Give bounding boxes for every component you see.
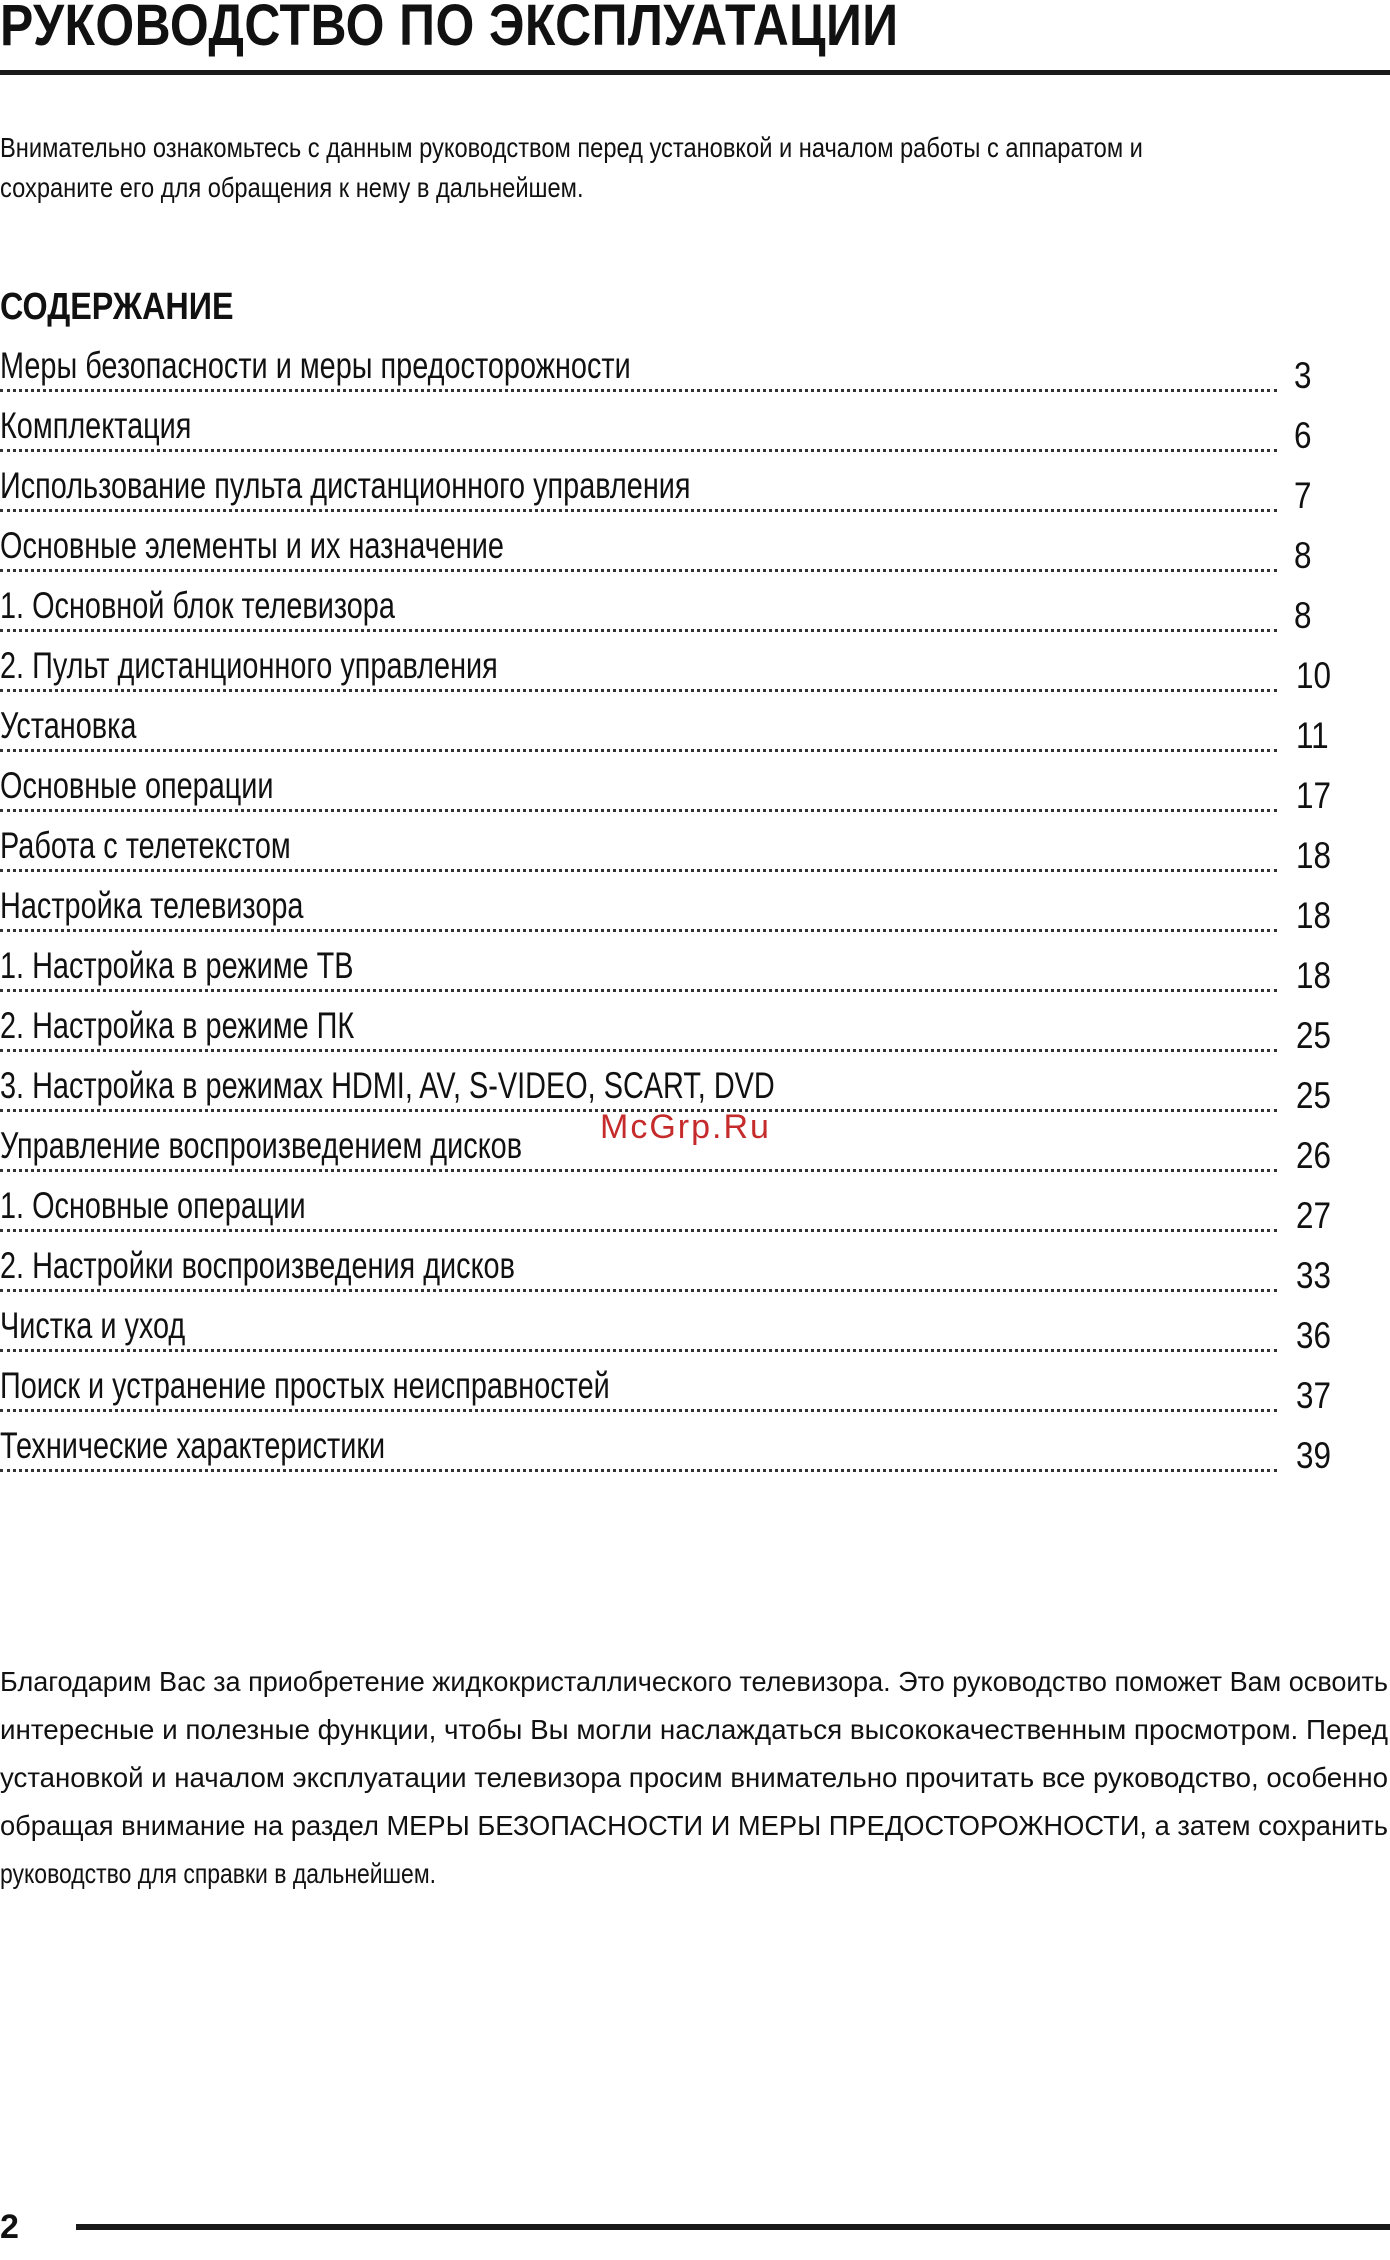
toc-dot-leader	[0, 1049, 1277, 1052]
toc-dot-leader	[0, 449, 1277, 452]
toc-entry[interactable]	[0, 1181, 1340, 1241]
toc-entry-label: Меры безопасности и меры предосторожности	[0, 345, 635, 387]
toc-dot-leader	[0, 989, 1277, 992]
toc-entry-page: 39	[1296, 1435, 1331, 1476]
outro-line: руководство для справки в дальнейшем.	[0, 1858, 436, 1889]
intro-paragraph	[0, 128, 1390, 208]
toc-entry[interactable]	[0, 521, 1340, 581]
toc-entry-label: 3. Настройка в режимах HDMI, AV, S-VIDEO, SCART, DVD	[0, 1065, 779, 1107]
toc-entry-label: Настройка телевизора	[0, 885, 308, 927]
toc-entry-label: 2. Настройки воспроизведения дисков	[0, 1245, 520, 1287]
toc-dot-leader	[0, 1169, 1277, 1172]
toc-entry-page: 18	[1296, 955, 1331, 996]
footer-rule	[76, 2224, 1390, 2230]
toc-entry[interactable]	[0, 1301, 1340, 1361]
toc-entry-page: 18	[1296, 835, 1331, 876]
toc-entry-page: 18	[1296, 895, 1331, 936]
toc-entry-page: 7	[1294, 475, 1312, 516]
toc-dot-leader	[0, 689, 1277, 692]
toc-dot-leader	[0, 509, 1277, 512]
toc-entry-label: 1. Основной блок телевизора	[0, 585, 400, 627]
toc-entry-label: 1. Настройка в режиме ТВ	[0, 945, 358, 987]
toc-entry-label: 2. Настройка в режиме ПК	[0, 1005, 359, 1047]
toc-entry-label: Установка	[0, 705, 141, 747]
toc-entry[interactable]	[0, 641, 1340, 701]
toc-dot-leader	[0, 809, 1277, 812]
toc-dot-leader	[0, 929, 1277, 932]
toc-dot-leader	[0, 1409, 1277, 1412]
toc-entry-label: 1. Основные операции	[0, 1185, 310, 1227]
outro-line: обращая внимание на раздел МЕРЫ БЕЗОПАСНОСТИ И МЕРЫ ПРЕДОСТОРОЖНОСТИ, а затем сохранить	[0, 1810, 1388, 1841]
toc-entry[interactable]	[0, 401, 1340, 461]
toc-entry-page: 6	[1294, 415, 1312, 456]
toc-entry-label: Технические характеристики	[0, 1425, 390, 1467]
outro-line: Благодарим Вас за приобретение жидкокристаллического телевизора. Это руководство поможет Вам освоить	[0, 1666, 1388, 1697]
outro-line: интересные и полезные функции, чтобы Вы могли наслаждаться высококачественным просмотром. Перед	[0, 1714, 1388, 1745]
toc-entry[interactable]	[0, 881, 1340, 941]
toc-entry[interactable]	[0, 1421, 1340, 1481]
toc-entry-page: 25	[1296, 1015, 1331, 1056]
toc-entry[interactable]	[0, 821, 1340, 881]
toc-heading: СОДЕРЖАНИЕ	[0, 286, 234, 328]
toc-entry-page: 27	[1296, 1195, 1331, 1236]
toc-entry-label: Чистка и уход	[0, 1305, 190, 1347]
toc-entry-page: 33	[1296, 1255, 1331, 1296]
toc-entry[interactable]	[0, 581, 1340, 641]
toc-dot-leader	[0, 1229, 1277, 1232]
toc-entry[interactable]	[0, 1241, 1340, 1301]
toc-entry-page: 8	[1294, 595, 1312, 636]
toc-entry-label: Использование пульта дистанционного управления	[0, 465, 695, 507]
toc-entry-label: Управление воспроизведением дисков	[0, 1125, 527, 1167]
toc-entry[interactable]	[0, 1361, 1340, 1421]
toc-entry[interactable]	[0, 941, 1340, 1001]
toc-dot-leader	[0, 1349, 1277, 1352]
toc-entry-page: 25	[1296, 1075, 1331, 1116]
toc-entry-page: 17	[1296, 775, 1331, 816]
toc-entry-page: 37	[1296, 1375, 1331, 1416]
intro-line: Внимательно ознакомьтесь с данным руководством перед установкой и началом работы с аппаратом и	[0, 132, 1143, 163]
watermark: McGrp.Ru	[600, 1108, 771, 1146]
toc-dot-leader	[0, 389, 1277, 392]
intro-line: сохраните его для обращения к нему в дальнейшем.	[0, 172, 584, 203]
toc-entry[interactable]	[0, 761, 1340, 821]
toc-dot-leader	[0, 569, 1277, 572]
toc-entry-label: Основные операции	[0, 765, 278, 807]
toc-entry-page: 11	[1296, 715, 1329, 756]
toc-entry-page: 3	[1294, 355, 1312, 396]
toc-entry[interactable]	[0, 1001, 1340, 1061]
outro-line: установкой и началом эксплуатации телевизора просим внимательно прочитать все руководство, особенно	[0, 1762, 1388, 1793]
toc-entry[interactable]	[0, 341, 1340, 401]
toc-entry-page: 36	[1296, 1315, 1331, 1356]
toc-dot-leader	[0, 749, 1277, 752]
toc-entry-label: Комплектация	[0, 405, 196, 447]
page-number: 2	[0, 2208, 19, 2246]
title-rule	[0, 70, 1390, 75]
toc-entry[interactable]	[0, 701, 1340, 761]
toc-dot-leader	[0, 629, 1277, 632]
toc-entry-label: Основные элементы и их назначение	[0, 525, 509, 567]
toc-entry-page: 26	[1296, 1135, 1331, 1176]
toc-dot-leader	[0, 869, 1277, 872]
toc-entry-page: 8	[1294, 535, 1312, 576]
toc-dot-leader	[0, 1289, 1277, 1292]
toc-entry-label: 2. Пульт дистанционного управления	[0, 645, 502, 687]
toc-entry-page: 10	[1296, 655, 1331, 696]
page-title: РУКОВОДСТВО ПО ЭКСПЛУАТАЦИИ	[0, 0, 899, 58]
toc-entry-label: Поиск и устранение простых неисправностей	[0, 1365, 614, 1407]
outro-paragraph	[0, 1658, 1390, 1898]
toc-dot-leader	[0, 1469, 1277, 1472]
toc-entry-label: Работа с телетекстом	[0, 825, 295, 867]
toc-entry[interactable]	[0, 461, 1340, 521]
